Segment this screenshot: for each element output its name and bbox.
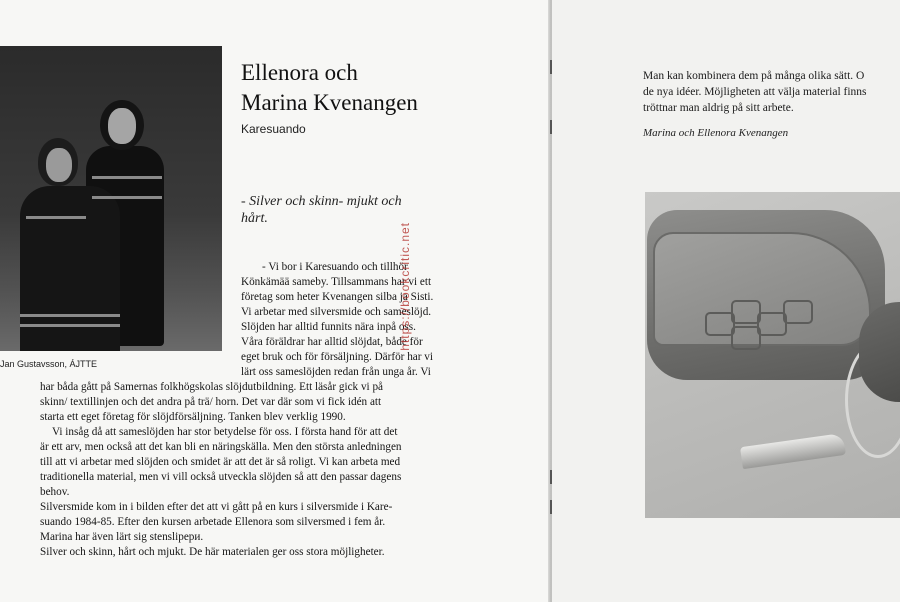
seated-woman-face: [46, 148, 72, 182]
craft-photo: [645, 192, 900, 518]
body-line: Marina har även lärt sig stenslipери.: [40, 531, 204, 543]
right-body-line: Man kan kombinera dem på många olika sätt. O: [643, 70, 865, 82]
body-line: Silversmide kom in i bilden efter det att vi gått på en kurs i silversmide i Kare-: [40, 501, 393, 513]
page-title: [241, 58, 418, 118]
body-line: är ett arv, men också att det kan bli en näringskälla. Men den största anledningen: [40, 441, 402, 453]
body-line: skinn/ textillinjen och det andra på trä/ horn. Det var där som vi fick idén att: [40, 396, 382, 408]
body-line: traditionella material, men vi vill också utveckla slöjden så att den passar dagens: [40, 471, 402, 483]
skirt-band: [20, 324, 120, 327]
photo-credit: Jan Gustavsson, ÁJTTE: [0, 359, 98, 369]
standing-woman-face: [108, 108, 136, 144]
body-line: Vi insåg då att sameslöjden har stor betydelse för oss. I första hand för att det: [52, 426, 398, 438]
portrait-photo: [0, 46, 222, 351]
place-name: Karesuando: [241, 122, 306, 136]
subtitle-line: - Silver och skinn- mjukt och: [241, 194, 402, 209]
body-line: behov.: [40, 486, 70, 498]
embroidery-pattern: [731, 326, 761, 350]
dress-fringe: [26, 216, 86, 219]
embroidery-pattern: [783, 300, 813, 324]
title-line: Ellenora och: [241, 60, 358, 85]
body-line: eget bruk och för försäljning. Därför har vi: [241, 351, 433, 363]
title-line: Marina Kvenangen: [241, 90, 418, 115]
body-line: starta ett eget företag för slöjdförsäljning. Tanken blev verklig 1990.: [40, 411, 346, 423]
body-line: Vi arbetar med silversmide och sameslöjd.: [241, 306, 432, 318]
body-line: har båda gått på Samernas folkhögskolas slöjdutbildning. Ett läsår gick vi på: [40, 381, 384, 393]
author-signature: Marina och Ellenora Kvenangen: [643, 127, 789, 139]
body-line: lärt oss sameslöjden redan från unga år. Vi: [241, 366, 431, 378]
body-line: företag som heter Kvenangen silba ja Sisti.: [241, 291, 434, 303]
body-line: till att vi arbetar med slöjden och smidet är att det är så roligt. Vi kan arbeta med: [40, 456, 401, 468]
skirt-band: [20, 314, 120, 317]
body-line: suando 1984-85. Efter den kursen arbetade Ellenora som silversmed i fem år.: [40, 516, 386, 528]
right-body-line: de nya idéer. Möjligheten att välja material finns: [643, 86, 867, 98]
body-line: Silver och skinn, hårt och mjukt. De här materialen ger oss stora möjligheter.: [40, 546, 385, 558]
subtitle-line: hårt.: [241, 211, 268, 226]
dress-fringe: [92, 176, 162, 179]
body-line: Våra föräldrar har alltid slöjdat, både för: [241, 336, 423, 348]
body-line: Slöjden har alltid funnits nära inpå oss.: [241, 321, 416, 333]
right-body-line: tröttnar man aldrig på sitt arbete.: [643, 102, 794, 114]
body-line: Könkämää sameby. Tillsammans har vi ett: [241, 276, 432, 288]
body-line: - Vi bor i Karesuando och tillhör: [262, 261, 408, 273]
dress-fringe: [92, 196, 162, 199]
silver-knife: [740, 433, 846, 469]
watermark: https://bookcritic.net: [398, 222, 412, 351]
